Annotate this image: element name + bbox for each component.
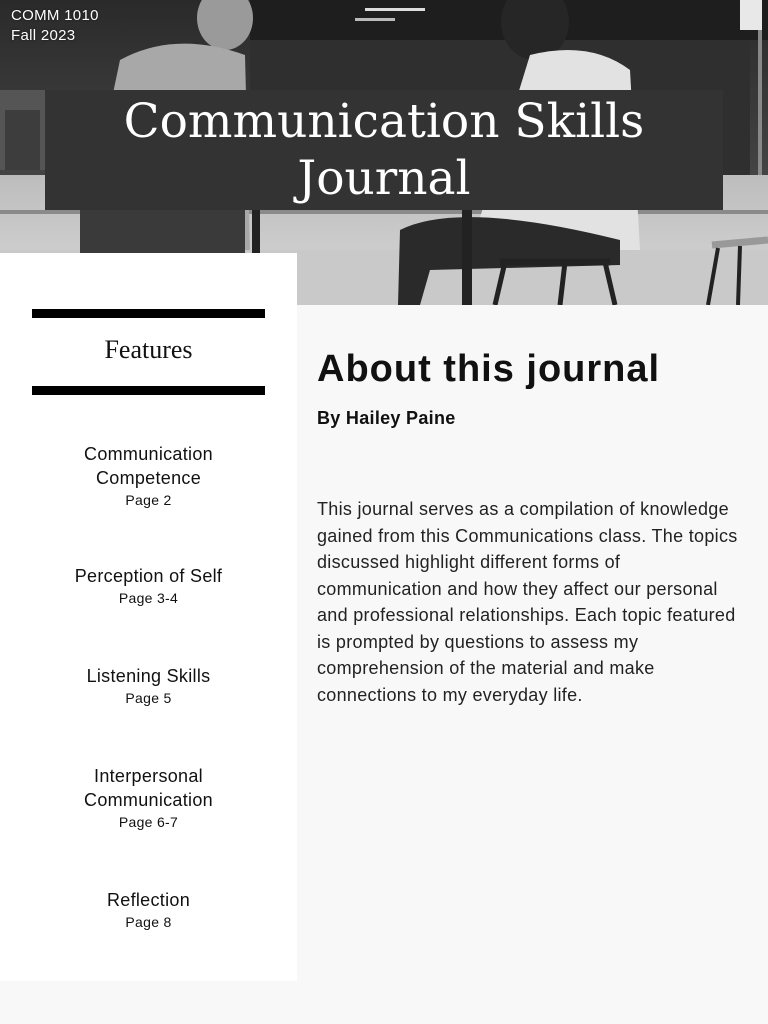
course-info: [11, 6, 99, 46]
toc-item-page: Page 8: [125, 914, 172, 930]
features-heading: Features: [104, 335, 193, 364]
toc-item-page: Page 2: [125, 492, 172, 508]
toc-item-interpersonal-communication: [0, 764, 297, 832]
toc-item-reflection: [0, 888, 297, 932]
toc-item-page: Page 6-7: [118, 814, 179, 830]
bottom-rule-divider: [32, 386, 265, 395]
title-banner: [45, 90, 723, 210]
about-heading: About this journal: [317, 348, 661, 390]
course-code: COMM 1010: [11, 7, 99, 24]
course-term: Fall 2023: [11, 27, 76, 44]
toc-item-perception-of-self: [0, 564, 297, 608]
author-byline: By Hailey Paine: [317, 408, 456, 428]
top-rule-divider: [32, 309, 265, 318]
toc-item-title: Interpersonal Communication: [84, 766, 213, 810]
toc-item-title: Perception of Self: [74, 566, 223, 586]
toc-item-listening-skills: [0, 664, 297, 708]
toc-item-title: Reflection: [106, 890, 191, 910]
page-title: Communication Skills Journal: [123, 94, 645, 206]
toc-item-title: Communication Competence: [84, 444, 213, 488]
features-sidebar: [0, 253, 297, 981]
toc-item-page: Page 5: [125, 690, 172, 706]
about-body-text: This journal serves as a compilation of knowledge gained from this Communications class. The topics discussed highlight different forms of communication and how they affect our personal and professional relationships. Each topic featured is prompted by questions to assess my comprehension of the material and make connections to my everyday life.: [317, 499, 738, 705]
toc-item-communication-competence: [0, 442, 297, 510]
about-section: [317, 340, 747, 708]
toc-item-title: Listening Skills: [86, 666, 211, 686]
toc-item-page: Page 3-4: [118, 590, 179, 606]
